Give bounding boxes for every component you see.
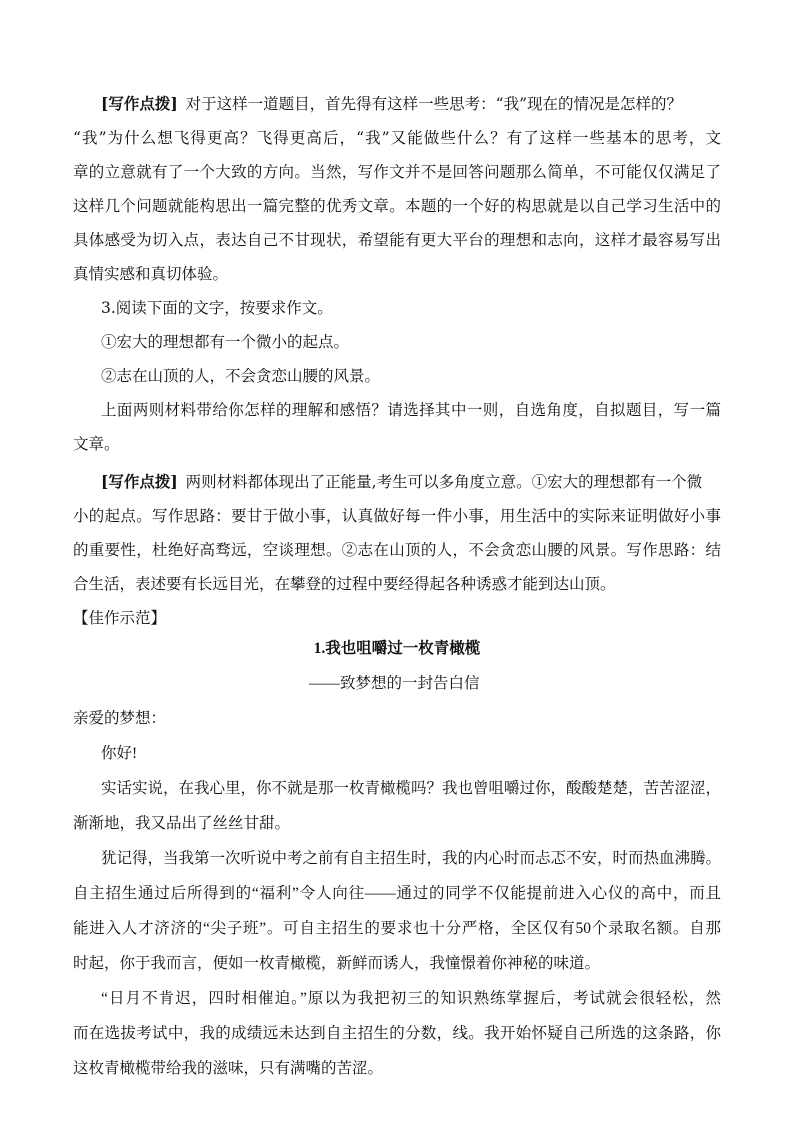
essay-greeting: 你好! xyxy=(101,745,138,762)
writing-tip-text: 两则材料都体现出了正能量,考生可以多角度立意。①宏大的理想都有一个微 xyxy=(185,473,703,491)
writing-tip-text: 具体感受为切入点，表达自己不甘现状，希望能有更大平台的理想和志向，这样才最容易写出 xyxy=(73,231,721,249)
writing-tip-tag: [写作点拨] xyxy=(101,472,178,491)
essay-paragraph-line: “日月不肯迟，四时相催迫。”原以为我把初三的知识熟练掌握后，考试就会很轻松，然 xyxy=(101,990,721,1007)
essay-paragraph-line: 而在选拔考试中，我的成绩远未达到自主招生的分数，线。我开始怀疑自己所选的这条路，你 xyxy=(73,1025,721,1042)
material-item-1: ①宏大的理想都有一个微小的起点。 xyxy=(101,333,350,351)
essay-title: 1.我也咀嚼过一枚青橄榄 xyxy=(313,640,481,657)
writing-tip-text: 合生活，表述要有长远目光，在攀登的过程中要经得起各种诱惑才能到达山顶。 xyxy=(73,575,616,593)
writing-tip-text: 小的起点。写作思路：要甘于做小事，认真做好每一件小事，用生活中的实际来证明做好小事 xyxy=(73,507,721,525)
writing-tip-tag: [写作点拨] xyxy=(101,94,178,113)
essay-paragraph-line: 渐渐地，我又品出了丝丝甘甜。 xyxy=(73,815,291,832)
essay-salutation: 亲爱的梦想： xyxy=(73,710,167,727)
writing-tip-text: “我”为什么想飞得更高？飞得更高后，“我”又能做些什么？有了这样一些基本的思考，文 xyxy=(73,129,721,147)
essay-paragraph-line: 实话实说，在我心里，你不就是那一枚青橄榄吗？我也曾咀嚼过你，酸酸楚楚，苦苦涩涩， xyxy=(101,780,722,797)
question-prompt: 文章。 xyxy=(73,435,120,453)
writing-tip-text: 章的立意就有了一个大致的方向。当然，写作文并不是回答问题那么简单，不可能仅仅满足了 xyxy=(73,163,721,181)
writing-tip-text: 对于这样一道题目，首先得有这样一些思考：“我”现在的情况是怎样的？ xyxy=(185,95,683,113)
writing-tip-line xyxy=(101,466,721,498)
writing-tip-line xyxy=(101,88,721,120)
writing-tip-text: 这样几个问题就能构思出一篇完整的优秀文章。本题的一个好的构思就是以自己学习生活中的 xyxy=(73,197,721,215)
material-item-2: ②志在山顶的人，不会贪恋山腰的风景。 xyxy=(101,367,381,385)
question-title: 3.阅读下面的文字，按要求作文。 xyxy=(101,299,333,317)
essay-paragraph-line: 时起，你于我而言，便如一枚青橄榄，新鲜而诱人，我憧憬着你神秘的味道。 xyxy=(73,955,601,972)
sample-header: 【佳作示范】 xyxy=(73,610,167,627)
essay-paragraph-line: 能进入人才济济的“尖子班”。可自主招生的要求也十分严格，全区仅有50个录取名额。自那 xyxy=(73,920,721,937)
writing-tip-text: 的重要性，杜绝好高骛远，空谈理想。②志在山顶的人，不会贪恋山腰的风景。写作思路：结 xyxy=(73,541,721,559)
essay-paragraph-line: 这枚青橄榄带给我的滋味，只有满嘴的苦涩。 xyxy=(73,1060,384,1077)
question-prompt: 上面两则材料带给你怎样的理解和感悟？请选择其中一则，自选角度，自拟题目，写一篇 xyxy=(101,401,721,419)
writing-tip-text: 真情实感和真切体验。 xyxy=(73,265,229,283)
essay-subtitle: ——致梦想的一封告白信 xyxy=(309,675,480,692)
essay-paragraph-line: 犹记得，当我第一次听说中考之前有自主招生时，我的内心时而忐忑不安，时而热血沸腾。 xyxy=(101,850,722,867)
essay-paragraph-line: 自主招生通过后所得到的“福利”令人向往——通过的同学不仅能提前进入心仪的高中，而且 xyxy=(73,885,721,902)
